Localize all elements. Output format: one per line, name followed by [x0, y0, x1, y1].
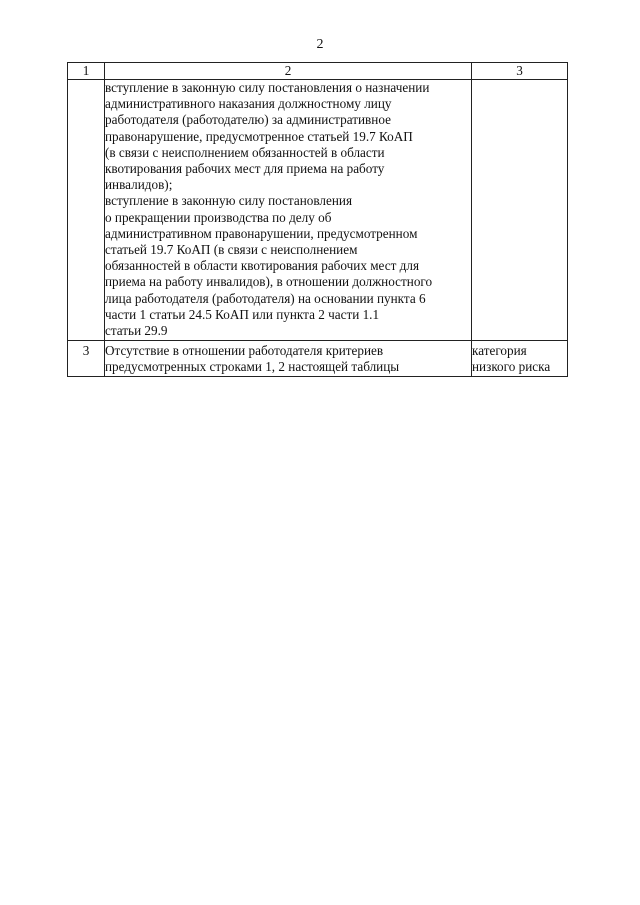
table-header-row	[68, 63, 568, 80]
category-line: категория	[472, 343, 527, 359]
category-cell	[472, 341, 568, 376]
criteria-line: части 1 статьи 24.5 КоАП или пункта 2 части 1.1	[105, 306, 380, 322]
criteria-line: Отсутствие в отношении работодателя критериев	[105, 343, 384, 359]
criteria-line: вступление в законную силу постановления о назначении	[105, 80, 430, 95]
table-row-continuation	[68, 80, 568, 341]
criteria-text-cell	[105, 341, 472, 376]
criteria-text-cell	[105, 80, 472, 341]
criteria-line: работодателя (работодателю) за административное	[105, 112, 391, 128]
table-row-3	[68, 341, 568, 376]
criteria-line: о прекращении производства по делу об	[105, 209, 332, 225]
criteria-line: приема на работу инвалидов), в отношении должностного	[105, 274, 433, 290]
category-line: низкого риска	[472, 359, 551, 375]
criteria-line: административного наказания должностному лицу	[105, 96, 392, 112]
criteria-line: обязанностей в области квотирования рабочих мест для	[105, 258, 420, 274]
criteria-line: предусмотренных строками 1, 2 настоящей таблицы	[105, 359, 400, 375]
row-number-cell: 3	[68, 341, 105, 376]
criteria-line: статьей 19.7 КоАП (в связи с неисполнением	[105, 242, 358, 258]
criteria-line: квотирования рабочих мест для приема на работу	[105, 161, 385, 177]
criteria-line: (в связи с неисполнением обязанностей в области	[105, 144, 385, 160]
criteria-line: вступление в законную силу постановления	[105, 193, 353, 209]
risk-criteria-table	[67, 62, 568, 377]
criteria-line: административном правонарушении, предусмотренном	[105, 225, 418, 241]
category-cell	[472, 80, 568, 341]
header-cell-3: 3	[472, 63, 568, 80]
header-cell-1: 1	[68, 63, 105, 80]
criteria-line: правонарушение, предусмотренное статьей 19.7 КоАП	[105, 128, 413, 144]
header-cell-2: 2	[105, 63, 472, 80]
criteria-line: инвалидов);	[105, 177, 173, 193]
criteria-line: лица работодателя (работодателя) на основании пункта 6	[105, 290, 426, 306]
criteria-line: статьи 29.9	[105, 323, 168, 339]
row-number-cell	[68, 80, 105, 341]
page-number: 2	[316, 37, 324, 52]
